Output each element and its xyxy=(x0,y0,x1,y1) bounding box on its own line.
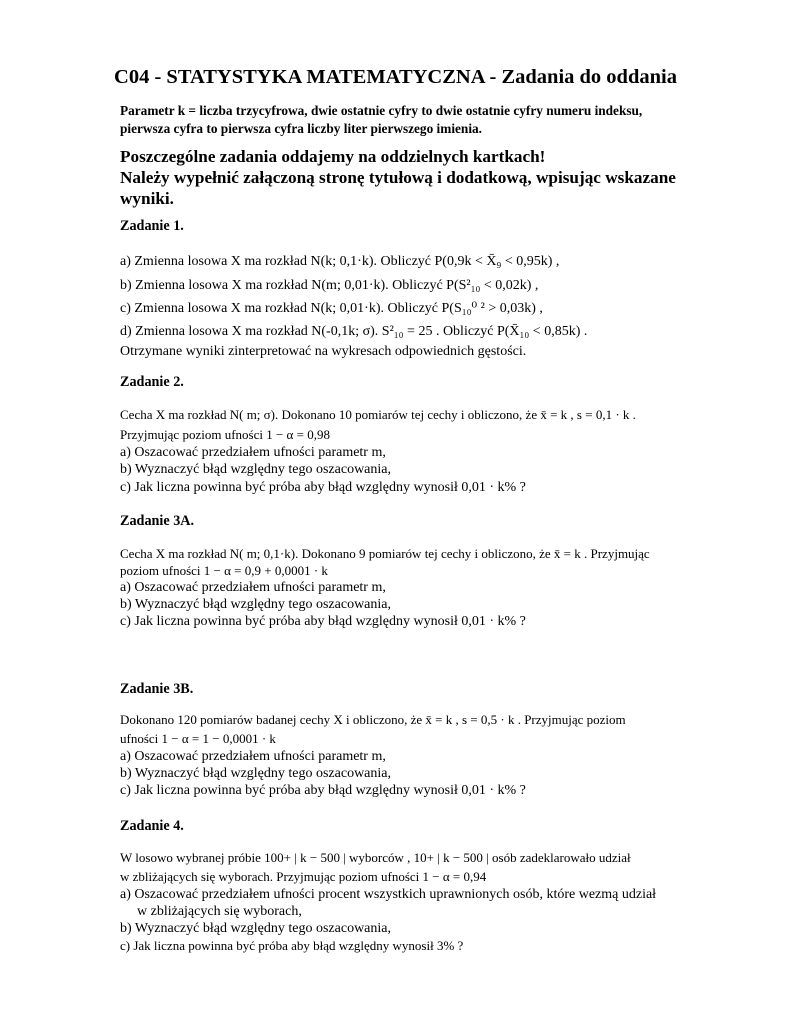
task-3b-intro-1: Dokonano 120 pomiarów badanej cechy X i obliczono, że x̄ = k , s = 0,5 · k . Przyjmując poziom xyxy=(120,712,626,727)
task-4-intro-1: W losowo wybranej próbie 100+ | k − 500 | wyborców , 10+ | k − 500 | osób zadeklarowało udział xyxy=(120,850,631,865)
task-3b-item-b: b) Wyznaczyć błąd względny tego oszacowania, xyxy=(120,766,392,781)
task-1-item-a: a) Zmienna losowa X ma rozkład N(k; 0,1·k). Obliczyć P(0,9k < X̄₉ < 0,95k) , xyxy=(120,254,560,269)
submission-notice xyxy=(120,146,700,209)
task-1-heading: Zadanie 1. xyxy=(120,218,184,234)
task-1-note: Otrzymane wyniki zinterpretować na wykresach odpowiednich gęstości. xyxy=(120,344,527,359)
task-4-item-b: b) Wyznaczyć błąd względny tego oszacowania, xyxy=(120,921,392,936)
document-title: C04 - STATYSTYKA MATEMATYCZNA - Zadania do oddania xyxy=(114,66,677,88)
task-3a-heading: Zadanie 3A. xyxy=(120,513,195,529)
parameter-description xyxy=(120,102,680,138)
task-3a-item-c: c) Jak liczna powinna być próba aby błąd względny wynosił 0,01 · k% ? xyxy=(120,614,526,629)
parameter-line-2: pierwsza cyfra to pierwsza cyfra liczby liter pierwszego imienia. xyxy=(120,121,482,136)
task-2-item-c: c) Jak liczna powinna być próba aby błąd względny wynosił 0,01 · k% ? xyxy=(120,480,526,495)
parameter-line-1: Parametr k = liczba trzycyfrowa, dwie ostatnie cyfry to dwie ostatnie cyfry numeru indeksu, xyxy=(120,103,643,118)
notice-line-1: Poszczególne zadania oddajemy na oddzielnych kartkach! xyxy=(120,147,546,166)
task-3b-item-a: a) Oszacować przedziałem ufności parametr m, xyxy=(120,749,386,764)
task-3b-item-c: c) Jak liczna powinna być próba aby błąd względny wynosił 0,01 · k% ? xyxy=(120,783,526,798)
task-1-item-d: d) Zmienna losowa X ma rozkład N(-0,1k; σ). S²₁₀ = 25 . Obliczyć P(X̄₁₀ < 0,85k) . xyxy=(120,324,588,339)
task-1-item-c: c) Zmienna losowa X ma rozkład N(k; 0,01·k). Obliczyć P(S₁₀⁰ ² > 0,03k) , xyxy=(120,301,543,316)
task-2-intro-1: Cecha X ma rozkład N( m; σ). Dokonano 10 pomiarów tej cechy i obliczono, że x̄ = k , s = 0,1 · k . xyxy=(120,407,636,422)
task-3a-item-a: a) Oszacować przedziałem ufności parametr m, xyxy=(120,580,386,595)
task-4-item-a-line-2: w zbliżających się wyborach, xyxy=(137,904,302,919)
task-2-item-b: b) Wyznaczyć błąd względny tego oszacowania, xyxy=(120,462,392,477)
task-3b-heading: Zadanie 3B. xyxy=(120,681,194,697)
task-4-heading: Zadanie 4. xyxy=(120,818,184,834)
task-3a-intro-2: poziom ufności 1 − α = 0,9 + 0,0001 · k xyxy=(120,563,328,578)
task-4-item-c: c) Jak liczna powinna być próba aby błąd względny wynosił 3% ? xyxy=(120,938,464,953)
notice-line-2: Należy wypełnić załączoną stronę tytułową i dodatkową, wpisując wskazane xyxy=(120,168,676,187)
notice-line-3: wyniki. xyxy=(120,189,174,208)
task-3b-intro-2: ufności 1 − α = 1 − 0,0001 · k xyxy=(120,731,276,746)
task-4-item-a-line-1: a) Oszacować przedziałem ufności procent wszystkich uprawnionych osób, które wezmą udział xyxy=(120,887,657,902)
task-1-item-b: b) Zmienna losowa X ma rozkład N(m; 0,01·k). Obliczyć P(S²₁₀ < 0,02k) , xyxy=(120,278,539,293)
task-4-intro-2: w zbliżających się wyborach. Przyjmując poziom ufności 1 − α = 0,94 xyxy=(120,869,487,884)
task-3a-intro-1: Cecha X ma rozkład N( m; 0,1·k). Dokonano 9 pomiarów tej cechy i obliczono, że x̄ = k . Przyjmując xyxy=(120,546,650,561)
task-3a-item-b: b) Wyznaczyć błąd względny tego oszacowania, xyxy=(120,597,392,612)
task-2-heading: Zadanie 2. xyxy=(120,374,184,390)
task-2-intro-2: Przyjmując poziom ufności 1 − α = 0,98 xyxy=(120,427,330,442)
task-2-item-a: a) Oszacować przedziałem ufności parametr m, xyxy=(120,445,386,460)
